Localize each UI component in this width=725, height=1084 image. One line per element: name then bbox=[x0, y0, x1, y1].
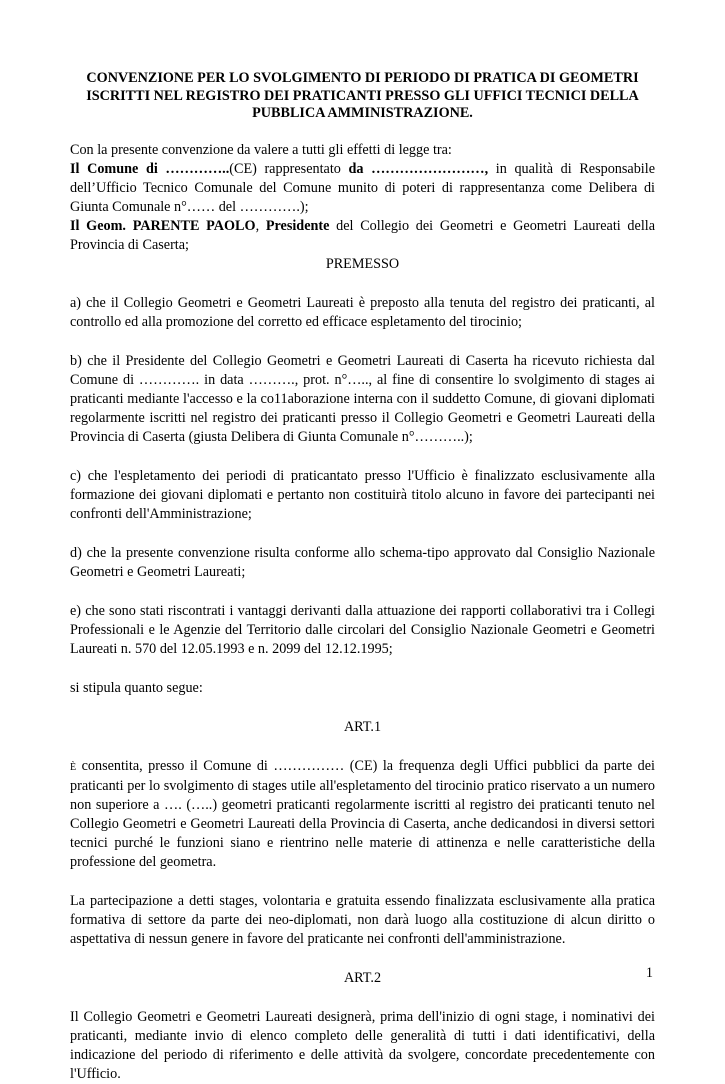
art2-heading: ART.2 bbox=[343, 969, 382, 986]
intro-line: Con la presente convenzione da valere a tutti gli effetti di legge tra: bbox=[70, 141, 452, 158]
premesso-d: d) che la presente convenzione risulta conforme allo schema-tipo approvato dal Consiglio Nazionale Geometri e Geometri Laureati; bbox=[70, 544, 655, 580]
premesso-b: b) che il Presidente del Collegio Geometri e Geometri Laureati di Caserta ha ricevuto richiesta dal Comune di …………. in data ………., prot. n°….., al fine di consentire lo svolgimento di stages ai praticanti mediante l'accesso e la co11aborazione interna con il suddetto Comune, di giovani diplomati regolarmente iscritti nel registro dei praticanti presso il Collegio Geometri e Geometri Laureati della Provincia di Caserta (giusta Delibera di Giunta Comunale n°………..); bbox=[70, 352, 655, 445]
document-title bbox=[70, 70, 655, 123]
parties-section bbox=[70, 141, 655, 255]
document-page bbox=[70, 0, 655, 1084]
title-line-1: CONVENZIONE PER LO SVOLGIMENTO DI PERIODO DI PRATICA DI GEOMETRI bbox=[86, 70, 639, 86]
geom-text: del Collegio dei Geometri e Geometri Laureati della Provincia di Caserta; bbox=[70, 217, 656, 253]
art1-paragraph-2: La partecipazione a detti stages, volontaria e gratuita essendo finalizzata esclusivamente alla pratica formativa di settore da parte dei neo-diplomati, non darà luogo alla costituzione di alcun diritto o aspettativa di nessun genere in favore del praticante nei confronti dell'amministrazione. bbox=[70, 892, 655, 947]
art1-initial: È bbox=[70, 761, 77, 773]
comune-text-2: in qualità di Responsabile dell’Ufficio Tecnico Comunale del Comune munito di poteri di rappresentanza come Delibera di Giunta Comunale n°…… del ………….); bbox=[70, 160, 655, 215]
art2-paragraph-1: Il Collegio Geometri e Geometri Laureati designerà, prima dell'inizio di ogni stage, i nominativi dei praticanti, mediante invio di elenco completo delle generalità di tutti i dati identificativi, della indicazione del periodo di riferimento e delle attività da svolgere, concordate precedentemente con l'Ufficio. bbox=[70, 1008, 655, 1082]
comune-representative: da ……………………, bbox=[348, 160, 489, 177]
geom-separator: , bbox=[255, 217, 266, 234]
art1-paragraph-1-text: consentita, presso il Comune di …………… (CE) la frequenza degli Uffici pubblici da parte dei praticanti per lo svolgimento di stages utile all'espletamento del tirocinio pratico riservato a un numero non superiore a …. (…..) geometri praticanti regolarmente iscritti al registro dei praticanti tenuto nel Collegio Geometri e Geometri Laureati della Provincia di Caserta, anche dedicandosi in diversi settori tecnici purché le funzioni siano e rientrino nelle materie di attinenza e nelle caratteristiche della professione del geometra. bbox=[70, 757, 655, 870]
premesso-a: a) che il Collegio Geometri e Geometri Laureati è preposto alla tenuta del registro dei praticanti, al controllo ed alla promozione del corretto ed efficace espletamento del tirocinio; bbox=[70, 294, 655, 330]
title-line-2: ISCRITTI NEL REGISTRO DEI PRATICANTI PRESSO GLI UFFICI TECNICI DELLA bbox=[86, 87, 639, 104]
stipula-line: si stipula quanto segue: bbox=[70, 679, 203, 696]
premesso-e: e) che sono stati riscontrati i vantaggi derivanti dalla attuazione dei rapporti collaborativi tra i Collegi Professionali e le Agenzie del Territorio dalle circolari del Consiglio Nazionale Geometri e Geometri Laureati n. 570 del 12.05.1993 e n. 2099 del 12.12.1995; bbox=[70, 602, 655, 657]
art1-paragraph-1 bbox=[70, 757, 655, 872]
title-line-3: PUBBLICA AMMINISTRAZIONE. bbox=[252, 105, 473, 121]
premesso-c: c) che l'espletamento dei periodi di praticantato presso l'Ufficio è finalizzato esclusivamente alla formazione dei giovani diplomati e pertanto non costituirà titolo alcuno in favore dei partecipanti nei confronti dell'Amministrazione; bbox=[70, 467, 655, 522]
page-number: 1 bbox=[645, 965, 653, 981]
premesso-heading: PREMESSO bbox=[325, 255, 400, 272]
comune-label: Il Comune di ………….. bbox=[70, 160, 230, 177]
comune-party bbox=[70, 160, 655, 217]
geom-role: Presidente bbox=[265, 217, 330, 234]
geom-party bbox=[70, 217, 655, 255]
geom-label: Il Geom. PARENTE PAOLO bbox=[70, 217, 256, 234]
comune-text-1: (CE) rappresentato bbox=[229, 160, 349, 177]
art1-heading: ART.1 bbox=[343, 718, 382, 735]
